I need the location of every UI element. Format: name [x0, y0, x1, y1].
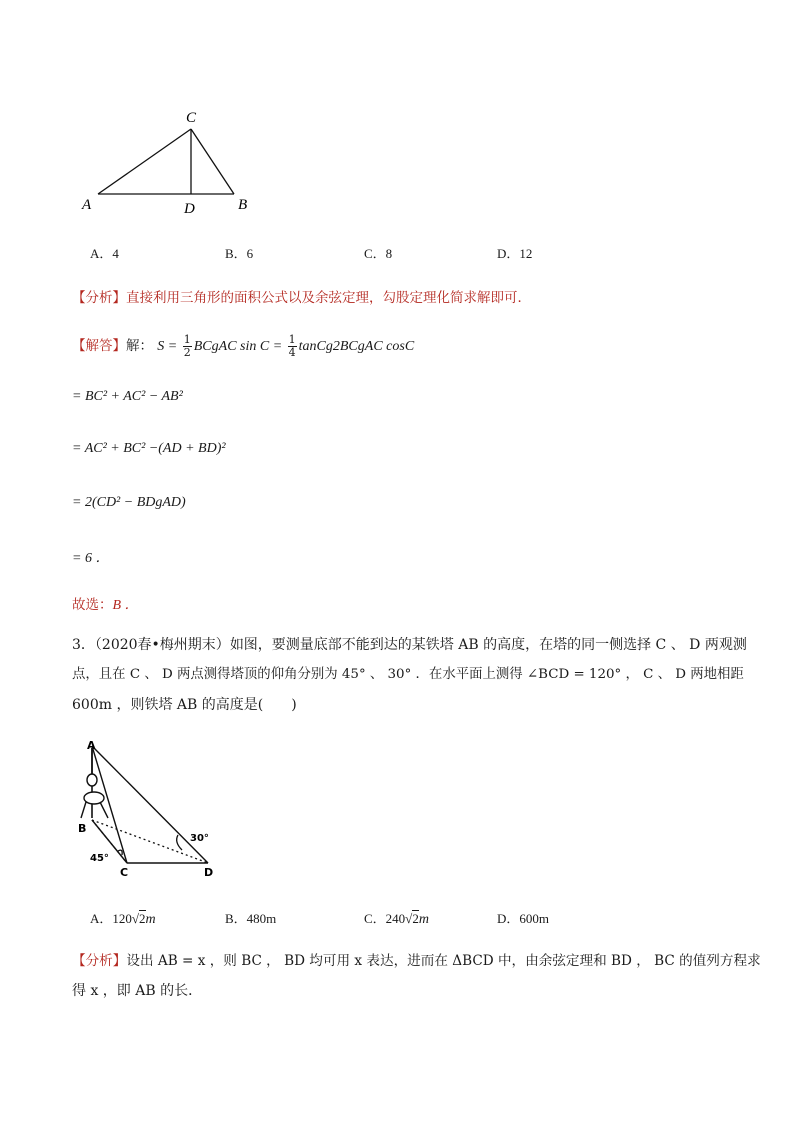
q2-solution-line1 [72, 334, 414, 359]
q2-solution-line5: = 6 ． [72, 551, 110, 566]
radicand: 2 [412, 911, 419, 926]
analysis-tag: 【分析】 [72, 290, 126, 306]
q2-solution-line3: = AC² + BC² −(AD + BD)² [72, 441, 226, 456]
q2-option-d[interactable]: D．12 [497, 246, 533, 261]
tower-mid-ball [84, 792, 104, 804]
label-b: B [238, 197, 248, 213]
label-c: C [120, 866, 129, 879]
label-b: B [78, 822, 87, 835]
analysis-tag: 【分析】 [72, 953, 127, 969]
label-d: D [204, 866, 214, 879]
q2-solution-line2: = BC² + AC² − AB² [72, 389, 183, 404]
angle-arc-30 [177, 835, 182, 850]
solution-area-expr: BCgAC sin C = [193, 339, 286, 354]
solution-tan-expr: tanCg2BCgAC cosC [298, 339, 415, 354]
q2-option-a[interactable]: A．4 [90, 246, 119, 261]
solution-s-eq: S = [157, 339, 181, 354]
q3-line1 [72, 630, 747, 660]
q3-analysis-line2: 得 x ，即 AB 的长． [72, 983, 203, 999]
fraction-one-quarter: $\frac{1}{4}$ [288, 333, 296, 359]
fraction-one-half: $\frac{1}{2}$ [183, 333, 191, 359]
q3-analysis-line1 [72, 946, 761, 976]
triangle-figure-1 [78, 105, 268, 220]
q3-option-b[interactable]: B．480m [225, 911, 277, 926]
solution-tag: 【解答】 [72, 338, 126, 354]
label-a: A [82, 197, 92, 213]
q3-line3: 600m ，则铁塔 AB 的高度是( ) [72, 697, 297, 713]
q3-line2: 点，且在 C 、 D 两点测得塔顶的仰角分别为 45° 、 30° ．在水平面上测得 ∠BCD = 120° ， C 、 D 两地相距 [72, 667, 744, 682]
q3-number: 3． [72, 637, 95, 653]
radicand: 2 [139, 911, 146, 926]
tower-leg-right [100, 802, 108, 818]
q2-option-c[interactable]: C．8 [364, 246, 393, 261]
choice-label: 故选： [72, 597, 113, 613]
label-a: A [87, 739, 96, 752]
sqrt-icon: √ [405, 911, 413, 926]
q3-text-line1: 如图，要测量底部不能到达的某铁塔 AB 的高度，在塔的同一侧选择 C 、 D 两观测 [229, 637, 747, 653]
tower-top-ball [87, 774, 97, 786]
analysis-text: 直接利用三角形的面积公式以及余弦定理，勾股定理化简求解即可． [126, 290, 531, 306]
label-c: C [186, 110, 197, 126]
solution-intro: 解： [126, 338, 153, 354]
segment-ac [98, 129, 191, 194]
q2-option-b[interactable]: B．6 [225, 246, 254, 261]
q2-solution-line4: = 2(CD² − BDgAD) [72, 495, 186, 510]
q3-statement [72, 630, 747, 720]
q2-choice [72, 593, 139, 614]
q3-analysis [72, 946, 761, 1006]
q3-option-c[interactable]: C．240√2m [364, 911, 429, 927]
tower-figure-2 [78, 738, 228, 883]
label-angle-45: 45° [90, 853, 109, 864]
label-d: D [184, 201, 195, 217]
label-angle-30: 30° [190, 833, 209, 844]
q3-option-a[interactable]: A．120√2m [90, 911, 156, 927]
tower-leg-left [81, 802, 86, 818]
analysis-text-line1: 设出 AB = x ，则 BC ， BD 均可用 x 表达，进而在 ΔBCD 中，由余弦定理和 BD ， BC 的值列方程求 [126, 953, 761, 969]
sqrt-icon: √ [131, 911, 140, 926]
choice-value: B ． [112, 598, 139, 613]
segment-cb [191, 129, 234, 194]
q2-analysis [72, 286, 531, 306]
q3-source: （2020春•梅州期末） [94, 637, 230, 653]
q3-option-d[interactable]: D．600m [497, 911, 550, 926]
